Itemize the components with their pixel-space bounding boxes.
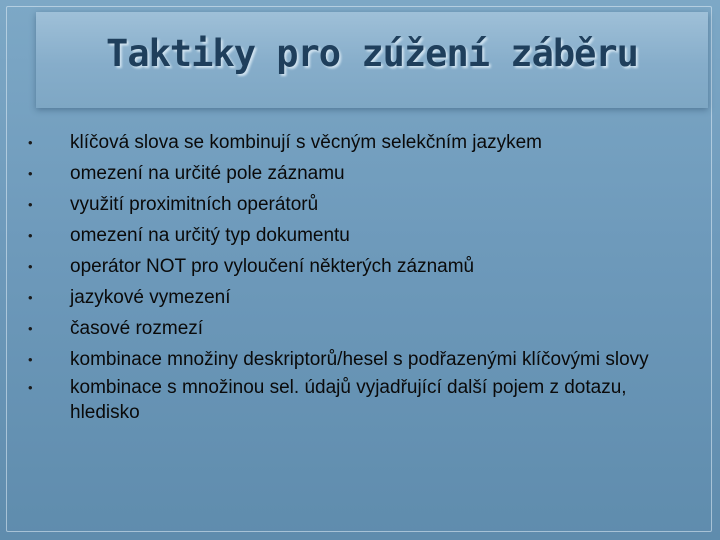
bullet-item [22,223,662,248]
bullet-text: jazykové vymezení [70,287,231,308]
bullet-icon: • [28,352,33,367]
bullet-item [22,192,662,217]
bullet-text: operátor NOT pro vyloučení některých záznamů [70,256,475,277]
bullet-item [22,375,662,425]
slide-title: Taktiky pro zúžení záběru [106,32,638,75]
bullet-text: kombinace množiny deskriptorů/hesel s podřazenými klíčovými slovy [70,349,649,370]
bullet-text: omezení na určité pole záznamu [70,163,345,184]
bullet-item [22,130,662,155]
bullet-item [22,285,662,310]
bullet-icon: • [28,259,33,274]
bullet-item [22,347,662,372]
bullet-icon: • [28,380,33,395]
bullet-icon: • [28,228,33,243]
bullet-icon: • [28,135,33,150]
bullet-icon: • [28,166,33,181]
bullet-icon: • [28,197,33,212]
bullet-text: časové rozmezí [70,318,204,339]
bullet-list [22,130,662,428]
bullet-text: klíčová slova se kombinují s věcným selekčním jazykem [70,132,542,153]
bullet-text: využití proximitních operátorů [70,194,319,215]
bullet-icon: • [28,321,33,336]
bullet-text: omezení na určitý typ dokumentu [70,225,350,246]
bullet-text: kombinace s množinou sel. údajů vyjadřující další pojem z dotazu, hledisko [70,377,627,423]
bullet-item [22,254,662,279]
bullet-item [22,316,662,341]
bullet-icon: • [28,290,33,305]
bullet-item [22,161,662,186]
